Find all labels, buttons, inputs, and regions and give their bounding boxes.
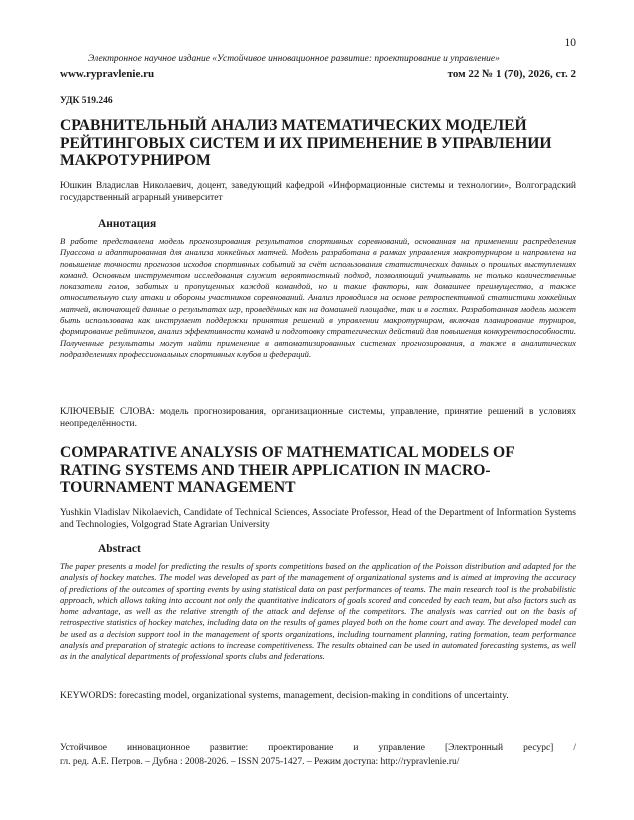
website-link[interactable]: www.rypravlenie.ru	[60, 68, 155, 80]
author-en: Yushkin Vladislav Nikolaevich, Candidate of Technical Sciences, Associate Professor, Head of the Department of Information Systems and Technologies, Volgograd State Agrarian University	[60, 508, 576, 530]
abstract-ru: В работе представлена модель прогнозирования результатов спортивных соревнований, основанная на применении распределения Пуассона и адаптированная для анализа хоккейных матчей. Модель разработана в рамках управления макротурниром и направлена на повышение точности прогнозов исходов спортивных событий за счёт использования статистических данных о прошлых выступлениях команд. Основным инструментом исследования служит вероятностный подход, позволяющий учитывать не только количественные показатели голов, забитых и пропущенных каждой командой, но и такие факторы, как домашнее преимущество, а также относительную силу атаки и обороны участников соревнований. Анализ проводился на основе ретроспективной статистики хоккейных матчей, включающей данные о результатах игр, проведённых как на домашней площадке, так и в гостях. Разработанная модель может быть использована как инструмент поддержки принятия решений в управлении макротурниром, включая планирование турниров, формирование рейтингов, анализ эффективности команд и подготовку стратегических действий для повышения конкурентоспособности. Полученные результаты могут найти применение в автоматизированных системах прогнозирования, а также в аналитических подразделениях профессиональных спортивных клубов и федераций.	[60, 236, 576, 359]
abstract-en: The paper presents a model for predicting the results of sports competitions based on the application of the Poisson distribution and adapted for the analysis of hockey matches. The model was developed as part of the management of organizational systems and is aimed at improving the accuracy of predictions of the outcomes of sporting events by using statistical data on past performances of teams. The main research tool is the probabilistic approach, which allows taking into account not only the quantitative indicators of goals scored and conceded by each team, but also factors such as home advantage, as well as the relative strength of the attack and defense of the competitors. The analysis was carried out on the basis of retrospective statistics of hockey matches, including data on the results of games played both on the home court and away. The developed model can be used as a decision support tool in the management of sports organizations, including tournament planning, rating formation, team performance analysis and preparation of strategic actions to increase competitiveness. The results obtained can be used in automated forecasting systems, as well as in the analytical departments of professional sports clubs and federations.	[60, 561, 576, 662]
citation-footer	[60, 742, 576, 769]
volume-info: том 22 № 1 (70), 2026, ст. 2	[447, 68, 576, 80]
journal-name: Электронное научное издание «Устойчивое инновационное развитие: проектирование и управление»	[88, 54, 500, 64]
title-en: COMPARATIVE ANALYSIS OF MATHEMATICAL MODELS OF RATING SYSTEMS AND THEIR APPLICATION IN MACRO-TOURNAMENT MANAGEMENT	[60, 444, 515, 496]
title-ru: СРАВНИТЕЛЬНЫЙ АНАЛИЗ МАТЕМАТИЧЕСКИХ МОДЕЛЕЙ РЕЙТИНГОВЫХ СИСТЕМ И ИХ ПРИМЕНЕНИЕ В УПРАВЛЕНИИ МАКРОТУРНИРОМ	[60, 117, 552, 169]
keywords-ru: КЛЮЧЕВЫЕ СЛОВА: модель прогнозирования, организационные системы, управление, принятие решений в условиях неопределённости.	[60, 407, 576, 429]
abstract-heading-ru: Аннотация	[98, 218, 157, 230]
author-ru: Юшкин Владислав Николаевич, доцент, заведующий кафедрой «Информационные системы и технологии», Волгоградский государственный аграрный университет	[60, 181, 576, 203]
udc-code: УДК 519.246	[60, 96, 113, 106]
footer-line-1: Устойчивое инновационное развитие: проектирование и управление [Электронный ресурс] /	[60, 743, 576, 753]
footer-line-2: гл. ред. А.Е. Петров. – Дубна : 2008-2026. – ISSN 2075-1427. – Режим доступа: http://rypravlenie.ru/	[60, 756, 460, 767]
page-number: 10	[564, 37, 576, 49]
keywords-en: KEYWORDS: forecasting model, organizational systems, management, decision-making in conditions of uncertainty.	[60, 691, 509, 701]
abstract-heading-en: Abstract	[98, 543, 141, 555]
